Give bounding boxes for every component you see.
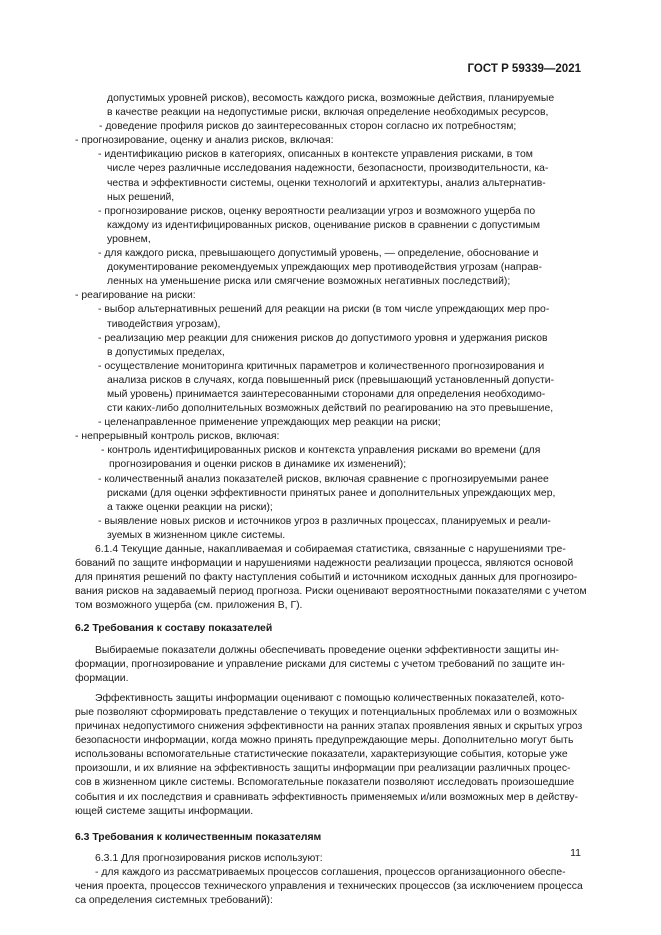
text-line: - реализацию мер реакции для снижения рисков до допустимого уровня и удержания рисков [98,332,548,344]
section-6-3-heading: 6.3 Требования к количественным показателям [75,831,322,843]
text-line: рисками (для оценки эффективности принятых ранее и дополнительных упреждающих мер, [107,487,556,499]
text-line: - количественный анализ показателей рисков, включая сравнение с прогнозируемыми ранее [98,473,549,485]
text-line: - идентификацию рисков в категориях, описанных в контексте управления рисками, в том [98,149,533,161]
paragraph-line: ющей системе защиты информации. [75,805,254,817]
text-line: - осуществление мониторинга критичных параметров и количественного прогнозирования и [98,360,545,372]
text-line: - прогнозирование, оценку и анализ рисков, включая: [75,135,334,147]
text-line: - для каждого из рассматриваемых процессов соглашения, процессов организационного обеспе- [95,866,566,878]
text-line: - для каждого риска, превышающего допустимый уровень, — определение, обоснование и [98,248,539,260]
text-line: - реагирование на риски: [75,290,196,302]
text-line: документирование рекомендуемых упреждающих мер противодействия угрозам (направ- [107,262,542,274]
text-line: каждому из идентифицированных рисков, оценивание рисков в сравнении с допустимым [107,219,541,231]
text-line: чества и эффективности системы, оценки технологий и архитектуры, анализ альтернатив- [107,177,546,189]
text-line: - выбор альтернативных решений для реакции на риски (в том числе упреждающих мер про- [98,304,550,316]
paragraph-line: безопасности информации, когда можно принять предупреждающие меры. Дополнительно могут быть [75,735,574,747]
text-line: для принятия решений по факту наступления событий и источником исходных данных для прогнозиро- [75,572,578,584]
document-body [75,92,587,908]
text-line: в качестве реакции на недопустимые риски, включая определение необходимых ресурсов, [107,107,549,119]
section-6-2-paragraph-1 [75,644,583,686]
text-line: в допустимых пределах, [107,346,225,358]
risk-management-list [75,92,587,613]
paragraph-line: произошли, и их влияние на эффективность защиты информации при реализации различных процес- [75,763,571,775]
text-line: зуемых в жизненном цикле системы. [107,529,286,541]
paragraph-line: Эффективность защиты информации оценивают с помощью количественных показателей, кото- [95,692,565,704]
paragraph-line: использованы вспомогательные статистические показатели, характеризующие события, которые уже [75,749,568,761]
section-6-2-paragraph-2 [75,686,583,819]
paragraph-line: формации, прогнозирование и управление рисками для системы с учетом требований по защите ин- [75,658,565,670]
section-6-2-heading: 6.2 Требования к составу показателей [75,623,273,635]
text-line: - доведение профиля рисков до заинтересованных сторон согласно их потребностям; [99,121,517,133]
text-line: сти каких-либо дополнительных возможных действий по реагированию на это превышение, [107,403,554,415]
text-line: 6.3.1 Для прогнозирования рисков используют: [95,852,323,864]
page-number: 11 [570,847,581,859]
paragraph-line: Выбираемые показатели должны обеспечивать проведение оценки эффективности защиты ин- [95,644,560,656]
text-line: - контроль идентифицированных рисков и контекста управления рисками во времени (для [101,445,541,457]
paragraph-line: события и их последствия и сравнивать эффективность применяемых и/или возможных мер в действу- [75,791,579,803]
text-line: тиводействия угрозам), [107,318,221,330]
text-line: вания рисков на задаваемый период прогноза. Риски оценивают вероятностными показателями с учетом [75,586,587,598]
text-line: 6.1.4 Текущие данные, накапливаемая и собираемая статистика, связанные с нарушениями тре- [95,544,566,555]
text-line: - выявление новых рисков и источников угроз в различных процессах, планируемых и реали- [98,515,551,527]
section-6-3-text [75,852,583,908]
text-line: - прогнозирование рисков, оценку вероятности реализации угроз и возможного ущерба по [98,205,536,217]
text-line: анализа рисков в случаях, когда повышенный риск (превышающий установленный допусти- [107,374,555,386]
paragraph-line: сов в жизненном цикле системы. Вспомогательные показатели позволяют исследовать произошедшие [75,777,575,789]
text-line: а также оценки реакции на риски); [107,501,273,513]
paragraph-line: рые позволяют сформировать представление о текущих и потенциальных проблемах или о возможных [75,706,578,718]
text-line: прогнозирования и оценки рисков в динамике их изменений); [109,459,407,471]
text-line: бований по защите информации и нарушениями надежности реализации процесса, являются основой [75,558,574,570]
text-line: мый уровень) принимается заинтересованными сторонами для определения необходимо- [107,388,546,400]
text-line: чения проекта, процессов технического управления и технических процессов (за исключением процесса [75,880,583,892]
text-line: ленных на уменьшение риска или смягчение возможных негативных последствий); [107,276,511,288]
text-line: допустимых уровней рисков), весомость каждого риска, возможные действия, планируемые [107,93,555,104]
text-line: числе через различные исследования надежности, безопасности, производительности, ка- [107,163,549,175]
text-line: - целенаправленное применение упреждающих мер реакции на риски; [98,417,441,429]
paragraph-line: причинах недопустимого снижения эффективности на ранних этапах проявления явных и скрытых угроз [75,721,583,733]
paragraph-line: формации. [75,672,129,684]
text-line: том возможного ущерба (см. приложения В, Г). [75,600,303,612]
text-line: - непрерывный контроль рисков, включая: [75,431,280,443]
text-line: уровнем, [107,233,151,245]
text-line: са определения системных требований): [75,895,273,907]
document-header: ГОСТ Р 59339—2021 [467,63,581,75]
text-line: ных решений, [107,191,175,203]
